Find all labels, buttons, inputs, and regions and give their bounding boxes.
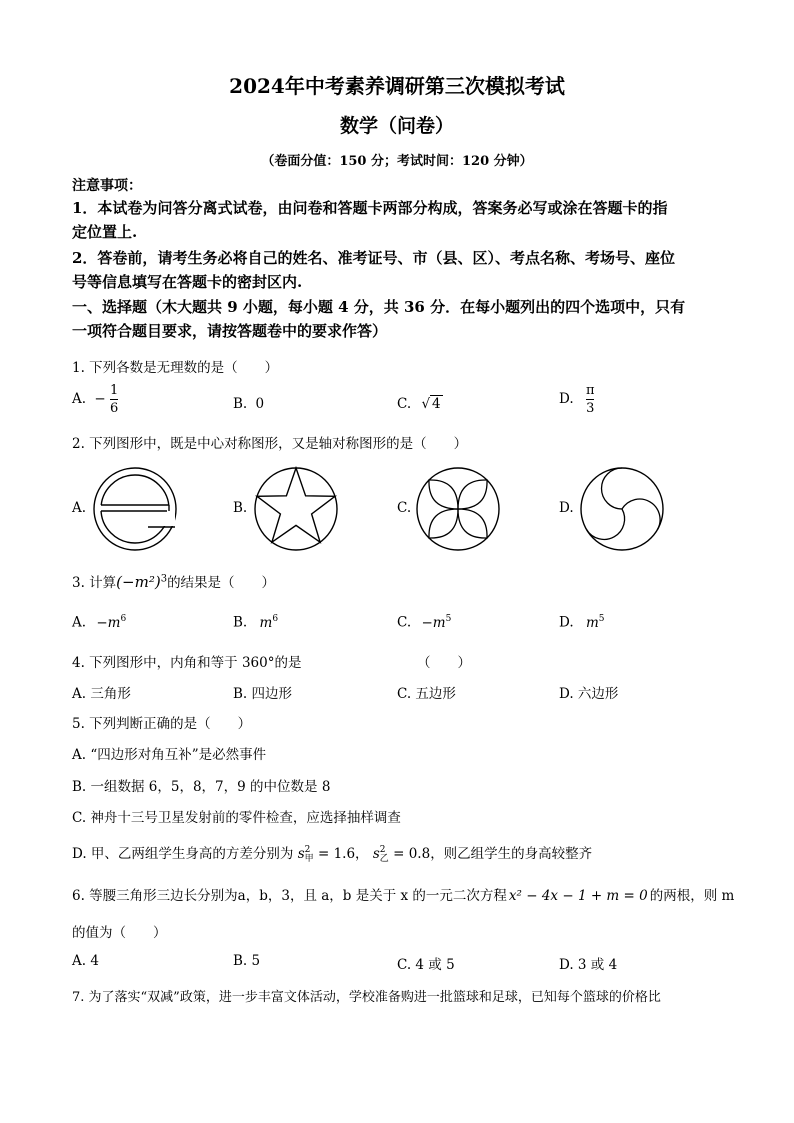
note-2-line-2: 号等信息填写在答题卡的密封区内. bbox=[72, 273, 303, 291]
q1-stem: 1. 下列各数是无理数的是（ ） bbox=[72, 360, 279, 376]
q2-a-label: A. bbox=[72, 500, 87, 516]
q3-option-d bbox=[559, 614, 604, 631]
q4-option-a: A. 三角形 bbox=[72, 686, 131, 702]
q4-option-c: C. 五边形 bbox=[397, 686, 456, 702]
q1-a-numerator: 1 bbox=[109, 383, 119, 398]
q3-b-exp: 6 bbox=[272, 614, 279, 624]
exam-info: （卷面分值：150 分；考试时间：120 分钟） bbox=[261, 154, 533, 169]
q3-stem-post: 的结果是（ ） bbox=[167, 575, 276, 591]
q1-d-fraction bbox=[586, 384, 595, 415]
q3-d-exp: 5 bbox=[598, 614, 605, 624]
q2-c-label: C. bbox=[397, 500, 412, 516]
q1-c-radicand: 4 bbox=[432, 396, 441, 412]
q6-option-c: C. 4 或 5 bbox=[397, 957, 455, 973]
q5-d-s1: s bbox=[297, 846, 305, 862]
note-1-line-1: 1．本试卷为问答分离式试卷，由问卷和答题卡两部分构成，答案务必写或涂在答题卡的指 bbox=[72, 199, 668, 217]
q2-d-label: D. bbox=[559, 500, 574, 516]
q7-line-1: 7. 为了落实“双减”政策，进一步丰富文体活动，学校准备购进一批篮球和足球，已知每个篮球的价格比 bbox=[72, 990, 661, 1005]
q5-d-s1-sub: 甲 bbox=[304, 853, 314, 864]
q3-b-base: m bbox=[259, 614, 273, 631]
q6-line1-post: 的两根，则 m bbox=[649, 888, 735, 904]
exam-title: 2024年中考素养调研第三次模拟考试 bbox=[229, 74, 565, 98]
q5-option-a: A. “四边形对角互补”是必然事件 bbox=[72, 747, 267, 763]
q5-d-s2-value: = 0.8 bbox=[393, 846, 431, 862]
q3-a-label: A. bbox=[72, 614, 87, 631]
q5-d-s2-scripts bbox=[380, 846, 389, 864]
q3-option-a bbox=[72, 614, 126, 631]
q2-stem: 2. 下列图形中，既是中心对称图形，又是轴对称图形的是（ ） bbox=[72, 436, 468, 452]
q5-d-s1-sup: 2 bbox=[304, 844, 311, 855]
q3-c-exp: 5 bbox=[445, 614, 452, 624]
q1-option-b bbox=[233, 396, 264, 412]
q3-expression: (−m²) bbox=[116, 573, 161, 591]
q6-line-2: 的值为（ ） bbox=[72, 925, 167, 941]
notes-heading: 注意事项： bbox=[72, 178, 142, 194]
q5-stem: 5. 下列判断正确的是（ ） bbox=[72, 716, 252, 732]
q6-option-b: B. 5 bbox=[233, 953, 261, 969]
q1-option-a bbox=[72, 384, 118, 415]
q6-option-d: D. 3 或 4 bbox=[559, 957, 618, 973]
q1-c-label: C. bbox=[397, 396, 412, 412]
q3-a-base: −m bbox=[96, 614, 121, 631]
q5-d-s1-scripts bbox=[305, 846, 314, 864]
note-2-line-1: 2．答卷前，请考生务必将自己的姓名、准考证号、市（县、区）、考点名称、考场号、座位 bbox=[72, 249, 675, 267]
q6-line1-pre: 6. 等腰三角形三边长分别为 bbox=[72, 888, 238, 904]
q3-d-base: m bbox=[585, 614, 599, 631]
q1-a-sign: − bbox=[94, 391, 106, 407]
q4-stem: 4. 下列图形中，内角和等于 360°的是 bbox=[72, 655, 302, 671]
q1-option-d bbox=[559, 384, 594, 415]
q2-figure-d bbox=[578, 465, 666, 553]
q1-d-denominator: 3 bbox=[586, 401, 595, 416]
q2-figure-c bbox=[414, 465, 502, 553]
q3-stem-pre: 3. 计算 bbox=[72, 575, 117, 591]
q6-line1-vars: a，b，3，且 a，b 是关于 x 的一元二次方程 bbox=[237, 888, 507, 904]
q4-paren: （ ） bbox=[417, 655, 471, 671]
q5-option-d bbox=[72, 842, 592, 864]
note-1-line-2: 定位置上. bbox=[72, 223, 138, 241]
q5-d-s1-value: = 1.6， bbox=[317, 846, 369, 862]
q6-line-1 bbox=[72, 884, 734, 904]
q6-equation: x² − 4x − 1 + m = 0 bbox=[508, 888, 648, 904]
exam-subtitle: 数学（问卷） bbox=[339, 115, 454, 137]
q1-b-text: 0 bbox=[255, 396, 265, 412]
q5-d-post: ，则乙组学生的身高较整齐 bbox=[430, 846, 593, 862]
q1-d-numerator: π bbox=[585, 383, 595, 398]
q5-option-c: C. 神舟十三号卫星发射前的零件检查，应选择抽样调查 bbox=[72, 810, 401, 826]
q3-d-label: D. bbox=[559, 614, 574, 631]
q3-c-base: −m bbox=[421, 614, 446, 631]
q3-option-c bbox=[397, 614, 451, 631]
q3-b-label: B. bbox=[233, 614, 248, 631]
q5-d-s2: s bbox=[372, 846, 380, 862]
q5-d-s2-sup: 2 bbox=[379, 844, 386, 855]
q1-a-label: A. bbox=[72, 391, 87, 407]
q6-option-a: A. 4 bbox=[72, 953, 99, 969]
q2-figure-a bbox=[89, 465, 183, 553]
q2-figure-b bbox=[252, 465, 340, 553]
section-1-line-2: 一项符合题目要求，请按答题卷中的要求作答） bbox=[72, 322, 388, 340]
q3-c-label: C. bbox=[397, 614, 412, 631]
q3-exponent: 3 bbox=[160, 573, 168, 585]
q1-a-denominator: 6 bbox=[109, 401, 119, 416]
q1-b-label: B. bbox=[233, 396, 248, 412]
section-1-line-1: 一、选择题（木大题共 9 小题，每小题 4 分，共 36 分．在每小题列出的四个选项中，只有 bbox=[72, 298, 686, 316]
q3-a-exp: 6 bbox=[120, 614, 127, 624]
q4-option-d: D. 六边形 bbox=[559, 686, 619, 702]
q5-d-s2-sub: 乙 bbox=[379, 853, 389, 864]
q1-option-c bbox=[397, 396, 443, 412]
q2-b-label: B. bbox=[233, 500, 248, 516]
q5-option-b: B. 一组数据 6，5，8，7，9 的中位数是 8 bbox=[72, 779, 331, 795]
q3-option-b bbox=[233, 614, 278, 631]
q1-a-fraction bbox=[110, 384, 118, 415]
q4-option-b: B. 四边形 bbox=[233, 686, 293, 702]
q3-stem bbox=[72, 571, 275, 591]
q5-d-pre: D. 甲、乙两组学生身高的方差分别为 bbox=[72, 846, 294, 862]
sqrt-icon: √ bbox=[421, 396, 431, 412]
q1-d-label: D. bbox=[559, 391, 574, 407]
